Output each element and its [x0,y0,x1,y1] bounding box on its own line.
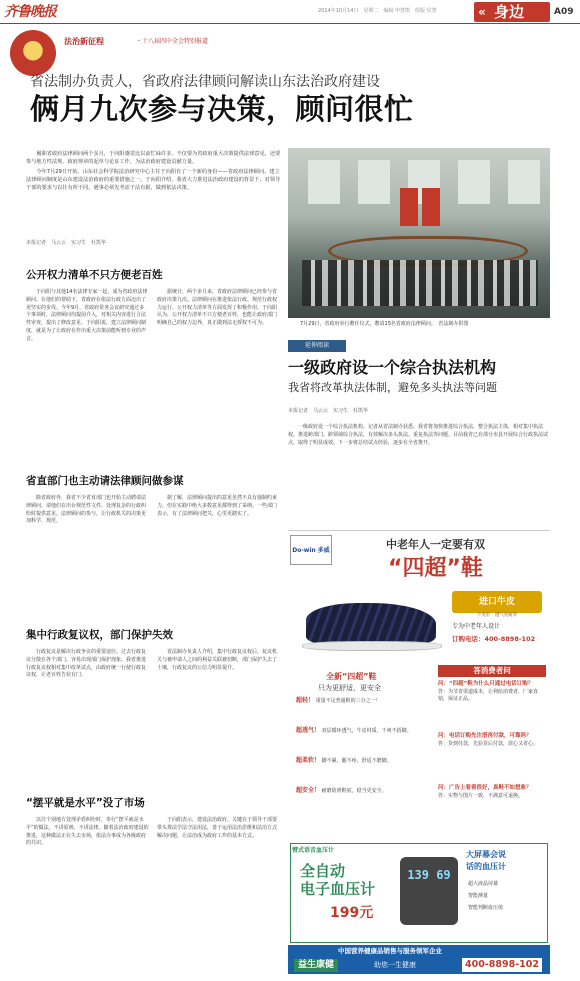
article-lead [26,150,282,192]
extended-subtitle: 我省将改革执法体制，避免多头执法等问题 [288,381,497,394]
article-section [26,796,280,848]
feature-text: 重量不足普通鞋的三分之一！ [315,698,381,704]
bp-title: 全自动 [300,862,346,880]
bp-feature: 智能测量 [468,893,489,899]
emblem-icon [10,30,56,76]
section-text: 除省政府外，我省不少省直部门也开始主动聘请法律顾问，请他们在出台规范性文件、处理复杂的行政纠纷时提供意见。法律顾问的参与，让行政机关的决策更加科学、规范。 [26,495,147,525]
lead-paragraph: 履职省政府法律顾问两个多月，于向阳感觉比以前忙碌许多，不仅要为省政府重大决策提供法律意见，还要参与地方性法规、政府规章的起草与论证工作，为法治政府建设贡献力量。 [26,151,281,166]
feature-title: 超透气！ [296,727,321,734]
photo-flag [422,188,440,226]
ad-headline-main: “四超”鞋 [388,556,483,581]
section-heading: 公开权力清单不只方便老百姓 [26,269,163,281]
feature-title: 超柔软！ [296,757,321,764]
page-number: A09 [554,7,574,17]
section-label: 身边 [494,3,525,21]
ad-headline: 中老年人一定要有双 [386,538,485,551]
section-text: 于向阳与其他14名法律专家一起，成为省政府法律顾问。在他们的帮助下，省政府在依法行政方面迈出了更坚实的步伐。今年9月，省政府常务会议研究通过多个事项时，法律顾问均提前介入，对相关内容进行合法性审查，提出了修改意见。于向阳说，建立法律顾问制度，就是为了让政府在作出重大决策前能听到专业的声音。 [26,289,148,342]
bp-feature: 智能判断血压值 [468,905,504,911]
ad-footer-brand: 益生康健 [294,959,338,972]
photo-window [508,160,540,204]
ad-badge: 进口牛皮 [452,591,542,613]
section-text: 据了解，法律顾问提出的意见虽然不具有强制约束力，但在实践中绝大多数意见都得到了采纳。一些部门表示，有了法律顾问把关，心里更踏实了。 [157,495,278,517]
ad-order-tel: 订购电话：400-8898-102 [452,635,536,643]
bp-right-title: 话的血压计 [466,862,506,871]
lead-paragraph: 今年7月29日开始，山东社会科学院法治研究中心主任于向阳有了一个新的身份——省政府法律顾问。建立法律顾问制度是山东建设法治政府的重要措施之一。于向阳介绍，我省大力推进法治政府建设的背景下，对领导干部的要求与以往有所不同，遇事必须先考虑于法有据，做到依法决策。 [26,169,281,192]
qa-answer: 答：货到付款，先验货后付款，放心又省心。 [438,740,539,747]
bp-right-title: 大屏幕会说 [466,850,506,859]
ad-feature [296,697,430,706]
section-tab [474,2,550,22]
feature-text: 双层循环透气，牛皮材质，干爽不捂脚。 [321,728,412,734]
ad-qa-item [438,681,546,703]
bp-device-image: 139 69 [400,857,458,925]
photo-window [358,160,390,204]
extended-reading-tag: 延伸阅读 [288,340,346,352]
qa-question: 问：“四超”鞋为什么只通过电话订购？ [438,681,534,687]
shoe-image [296,589,446,659]
bp-price: 199元 [330,905,374,921]
ad-feature [296,787,430,796]
qa-answer: 答：为节省渠道成本，让利给消费者，厂家直销，保证正品。 [438,688,539,703]
photo-window [308,160,340,204]
section-text: 于向阳表示，建设法治政府，关键在于领导干部要带头尊法学法守法用法，善于运用法治思维和法治方式解决问题，让法治成为政府工作的基本方式。 [157,817,278,839]
qa-answer: 答：实物与图片一致，不满意可退换。 [438,792,524,799]
series-subtitle: ・十八届四中全会特别报道 [136,38,209,45]
shoe-sole [302,641,442,651]
extended-title: 一级政府设一个综合执法机构 [288,358,497,377]
masthead [0,0,580,24]
ad-brand-logo: Do-win 多威 [290,535,332,565]
bp-header: 臂式语音血压计 [292,847,335,854]
extended-byline: 本报记者 马云云 实习生 杜凯华 [288,408,369,414]
feature-title: 超安全！ [296,787,321,794]
ad-badge-note: 不变形 透气更耐穿 [476,613,518,618]
article-section [26,474,280,526]
feature-title: 超轻！ [296,697,315,704]
ad-feature [296,727,430,736]
ad-slogan: 全新“四超”鞋 [326,672,377,681]
photo-flag [400,188,418,226]
ad-qa-item [438,785,546,800]
section-heading: 集中行政复议权，部门保护失效 [26,629,173,641]
ad-pro-line: 专为中老年人设计 [452,623,501,630]
shoe-upper [306,603,436,645]
ad-footer-tagline: 中国营养健康品销售与服务领军企业 [338,947,442,955]
qa-question: 问：电话订购先注册再付款，可靠吗？ [438,733,532,739]
photo-caption: 7月29日，省政府举行聘任仪式，聘请15名省政府法律顾问。 省法制办供图 [300,321,469,327]
photo-window [458,160,490,204]
newspaper-logo: 齐鲁晚报 [4,4,56,20]
extended-body: 一级政府设一个综合执法机构。记者从省法制办获悉，我省将加快推进综合执法，整合执法主体，相对集中执法权，推进跨部门、跨领域综合执法，有效解决多头执法、重复执法等问题。目前我省已在部分市县开展综合行政执法试点，取得了明显成效。下一步将总结试点经验，逐步在全省推开。 [288,424,549,446]
ad-footer-slogan: 助您一生健康 [374,961,416,969]
article-byline: 本报记者 马云云 实习生 杜凯华 [26,240,107,246]
article-headline: 俩月九次参与决策，顾问很忙 [30,92,414,126]
article-section [26,268,280,343]
series-title: 法治新征程 [64,37,104,46]
chevron-left-icon: « [478,5,486,19]
article-section [26,628,280,680]
section-text: 省法制办负责人介绍，集中行政复议权后，复议机关与被申请人之间的利益关联被切断，部门保护失去了土壤，行政复议的公信力明显提升。 [157,649,278,671]
ad-footer-tel: 400-8898-102 [462,958,542,972]
ad-qa-title: 答消费者问 [438,665,546,677]
section-text: 据统计，两个多月来，省政府法律顾问已经参与省政府决策九次。法律顾问在推进依法行政、规范行政权力运行、公开权力清单等方面发挥了积极作用。于向阳认为，公开权力清单不只方便老百姓，也能让政府部门明确自己的权力边界，真正做到法无授权不可为。 [157,289,278,327]
photo-attendees [302,260,538,306]
ad-feature [296,757,430,766]
ad-qa-item [438,733,546,748]
feature-text: 耐磨防滑鞋底，稳当更安全。 [321,788,387,794]
section-text: 以往个别地方处理矛盾纠纷时，奉行“摆平就是水平”的做法，不讲原则、不讲法律。随着法治政府建设的推进，这种做法正在失去市场，依法办事成为各级政府的共识。 [26,817,149,847]
article-kicker: 省法制办负责人，省政府法律顾问解读山东法治政府建设 [30,74,380,90]
section-text: 行政复议是解决行政争议的重要途径。过去行政复议分散在各个部门，容易出现部门保护现象。我省推进行政复议权相对集中改革试点，由政府统一行使行政复议权，让老百姓告状有门。 [26,649,147,679]
date-line: 2014年10月14日 星期二 编辑 申慧凯 组版 侯慧 [318,8,437,14]
feature-text: 脚不累，腿不疼，舒适不磨脚。 [321,758,392,764]
advertisement [288,530,550,974]
bp-feature: 超大液晶屏幕 [468,881,499,887]
bp-title: 电子血压计 [300,880,376,898]
section-heading: “摆平就是水平”没了市场 [26,797,145,809]
qa-question: 问：广告上看着很好，真鞋不如想象？ [438,785,532,791]
series-bar [0,30,580,52]
meeting-photo [288,148,550,318]
section-heading: 省直部门也主动请法律顾问做参谋 [26,475,184,487]
ad-slogan-sub: 只为更舒适，更安全 [318,684,381,692]
